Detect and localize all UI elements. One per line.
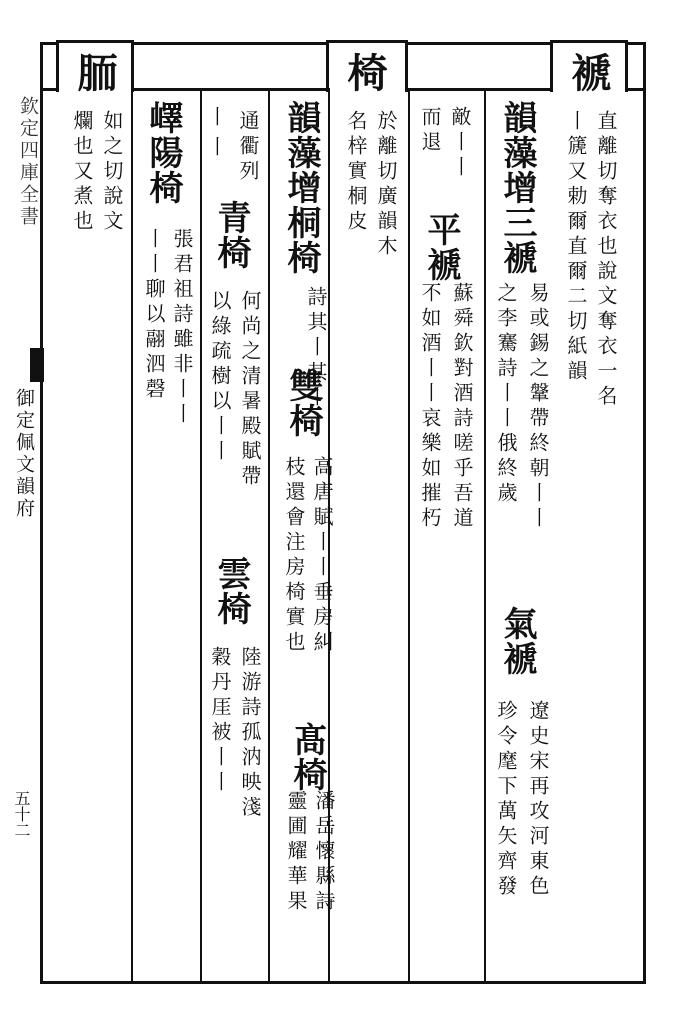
entry-text: 蘇舜欽對酒詩嗟乎吾道 bbox=[450, 282, 474, 532]
entry-text: 直離切奪衣也說文奪衣一名 bbox=[594, 110, 618, 410]
margin-black-band bbox=[30, 348, 44, 382]
section-heading: 韻藻增三褫 bbox=[497, 100, 537, 275]
entry-text: 詩其丨其丨 bbox=[304, 286, 328, 411]
margin-book-title: 御定佩文韻府 bbox=[13, 388, 35, 520]
entry-text: 丨丨聊以翮泗磬 bbox=[142, 228, 166, 403]
entry-text: 名梓實桐皮 bbox=[344, 110, 368, 235]
entry-text: 遼史宋再攻河東色 bbox=[526, 700, 550, 900]
term: 髙椅 bbox=[287, 722, 327, 792]
column-rule bbox=[484, 88, 486, 984]
headword-椅: 椅 bbox=[341, 52, 388, 92]
entry-text: 通衢列 bbox=[236, 110, 260, 185]
term: 嶧陽椅 bbox=[143, 100, 183, 205]
column-rule bbox=[131, 88, 133, 984]
entry-text: 靈圃耀華果 bbox=[284, 790, 308, 915]
term: 平褫 bbox=[421, 212, 461, 282]
entry-text: 何尚之清暑殿賦帶 bbox=[238, 290, 262, 490]
page-number: 五十二 bbox=[12, 790, 31, 838]
entry-text: 敵丨丨 bbox=[448, 106, 472, 181]
column-rule bbox=[200, 88, 202, 984]
entry-text: 丨篪又勅爾直爾二切紙韻 bbox=[564, 110, 588, 385]
entry-text: 潘岳懷縣詩 bbox=[312, 790, 336, 915]
entry-text: 穀丹厓被丨丨 bbox=[208, 646, 232, 796]
entry-text: 張君祖詩雖非丨丨 bbox=[170, 228, 194, 428]
section-heading: 韻藻增桐椅 bbox=[281, 100, 321, 275]
entry-text: 不如酒丨丨哀樂如摧朽 bbox=[418, 282, 442, 532]
entry-text: 高唐賦丨丨垂房糾 bbox=[310, 456, 334, 656]
headword-褫: 褫 bbox=[565, 52, 612, 92]
entry-text: 如之切說文 bbox=[100, 110, 124, 235]
headword-胹: 胹 bbox=[71, 52, 118, 92]
column-rule bbox=[268, 88, 270, 984]
entry-text: 枝還會注房椅實也 bbox=[282, 456, 306, 656]
entry-text: 爛也又煮也 bbox=[70, 110, 94, 235]
term: 雙椅 bbox=[283, 368, 323, 438]
entry-text: 以綠疏樹以丨丨 bbox=[208, 290, 232, 465]
term: 青椅 bbox=[211, 200, 251, 270]
entry-text: 而退 bbox=[418, 106, 442, 156]
entry-text: 之李騫詩丨丨俄終歲 bbox=[494, 282, 518, 507]
term: 氣褫 bbox=[497, 606, 537, 676]
entry-text: 陸游詩孤汭映淺 bbox=[238, 646, 262, 821]
entry-text: 易或錫之鞶帶終朝丨丨 bbox=[526, 282, 550, 532]
entry-text: 於離切廣韻木 bbox=[374, 110, 398, 260]
term: 雲椅 bbox=[211, 556, 251, 626]
margin-top-fragment: 欽定四庫全書 bbox=[17, 96, 39, 228]
entry-text: 珍令麾下萬矢齊發 bbox=[494, 700, 518, 900]
column-rule bbox=[408, 88, 410, 984]
entry-text: 丨丨 bbox=[204, 106, 228, 166]
